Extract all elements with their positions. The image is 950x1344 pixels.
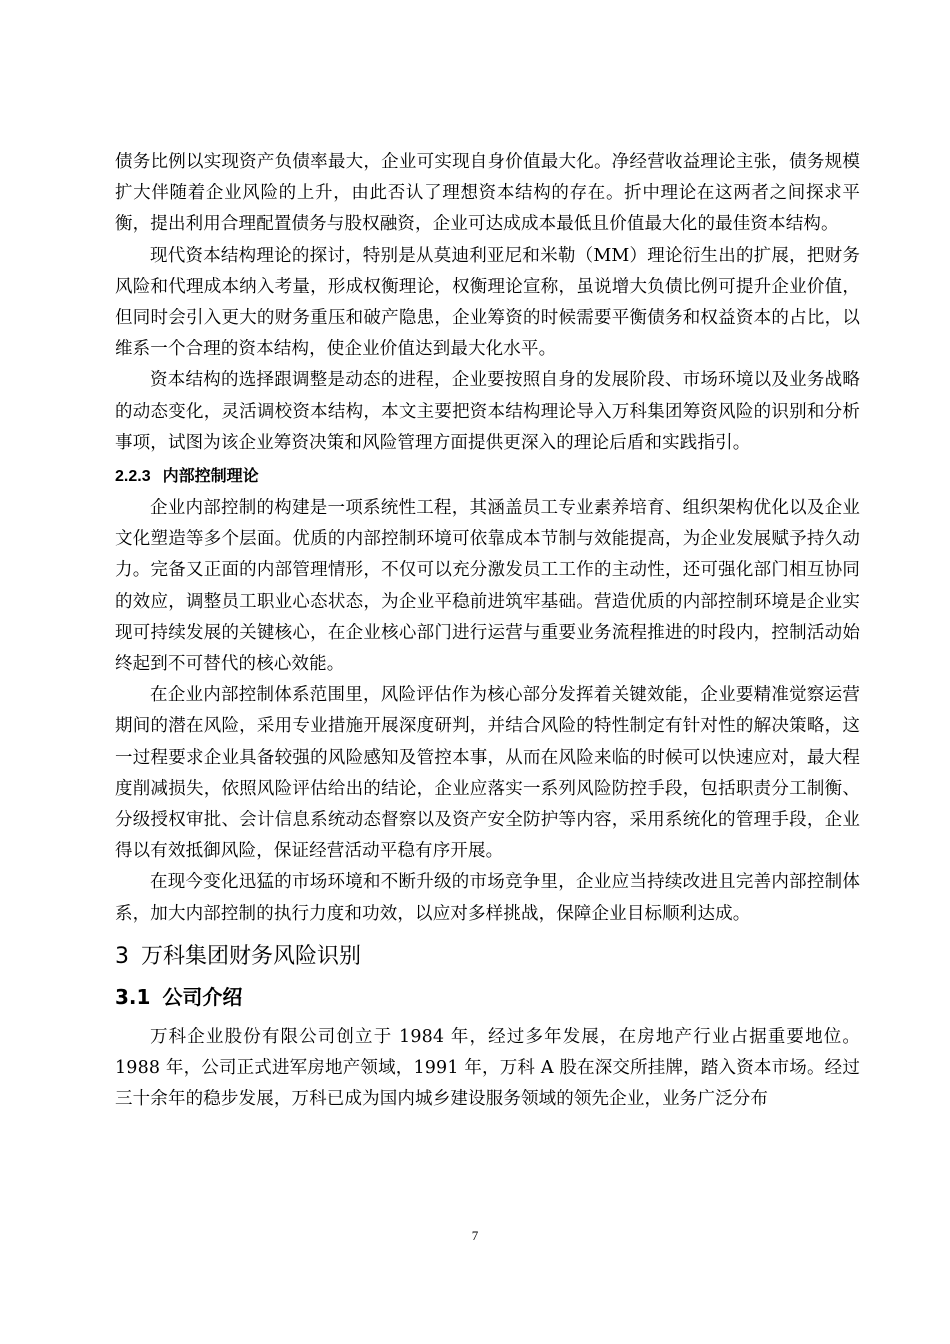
section-number: 2.2.3 [115, 468, 151, 486]
paragraph: 企业内部控制的构建是一项系统性工程，其涵盖员工专业素养培育、组织架构优化以及企业文化塑造等多个层面。优质的内部控制环境可依靠成本节制与效能提高，为企业发展赋予持久动力。完备又正面的内部管理情形，不仅可以充分激发员工工作的主动性，还可强化部门相互协同的效应，调整员工职业心态状态，为企业平稳前进筑牢基础。营造优质的内部控制环境是企业实现可持续发展的关键核心，在企业核心部门进行运营与重要业务流程推进的时段内，控制活动始终起到不可替代的核心效能。 [115, 498, 860, 675]
section-heading-3-1 [115, 982, 860, 1012]
paragraph: 在企业内部控制体系范围里，风险评估作为核心部分发挥着关键效能，企业要精准觉察运营期间的潜在风险，采用专业措施开展深度研判，并结合风险的特性制定有针对性的解决策略，这一过程要求企业具备较强的风险感知及管控本事，从而在风险来临的时候可以快速应对，最大程度削减损失，依照风险评估给出的结论，企业应落实一系列风险防控手段，包括职责分工制衡、分级授权审批、会计信息系统动态督察以及资产安全防护等内容，采用系统化的管理手段，企业得以有效抵御风险，保证经营活动平稳有序开展。 [115, 685, 860, 862]
section-heading-2-2-3 [115, 465, 860, 489]
paragraph-continued: 债务比例以实现资产负债率最大，企业可实现自身价值最大化。净经营收益理论主张，债务规模扩大伴随着企业风险的上升，由此否认了理想资本结构的存在。折中理论在这两者之间探求平衡，提出利用合理配置债务与股权融资，企业可达成成本最低且价值最大化的最佳资本结构。 [115, 152, 860, 235]
section-title: 公司介绍 [162, 984, 243, 1009]
chapter-title: 万科集团财务风险识别 [141, 943, 362, 969]
chapter-number: 3 [115, 943, 129, 969]
paragraph: 在现今变化迅猛的市场环境和不断升级的市场竞争里，企业应当持续改进且完善内部控制体系，加大内部控制的执行力度和功效，以应对多样挑战，保障企业目标顺利达成。 [115, 872, 860, 924]
section-number: 3.1 [115, 984, 151, 1009]
chapter-heading-3 [115, 940, 860, 974]
paragraph: 现代资本结构理论的探讨，特别是从莫迪利亚尼和米勒（MM）理论衍生出的扩展，把财务风险和代理成本纳入考量，形成权衡理论，权衡理论宣称，虽说增大负债比例可提升企业价值，但同时会引入更大的财务重压和破产隐患，企业筹资的时候需要平衡债务和权益资本的占比，以维系一个合理的资本结构，使企业价值达到最大化水平。 [115, 245, 860, 360]
page-number: 7 [471, 1228, 479, 1243]
section-title: 内部控制理论 [162, 468, 259, 486]
paragraph: 资本结构的选择跟调整是动态的进程，企业要按照自身的发展阶段、市场环境以及业务战略的动态变化，灵活调校资本结构，本文主要把资本结构理论导入万科集团筹资风险的识别和分析事项，试图为该企业筹资决策和风险管理方面提供更深入的理论后盾和实践指引。 [115, 370, 860, 453]
page-body [115, 147, 860, 1115]
paragraph: 万科企业股份有限公司创立于 1984 年，经过多年发展，在房地产行业占据重要地位。1988 年，公司正式进军房地产领域，1991 年，万科 A 股在深交所挂牌，踏入资本市场。经过三十余年的稳步发展，万科已成为国内城乡建设服务领域的领先企业，业务广泛分布 [115, 1026, 860, 1110]
